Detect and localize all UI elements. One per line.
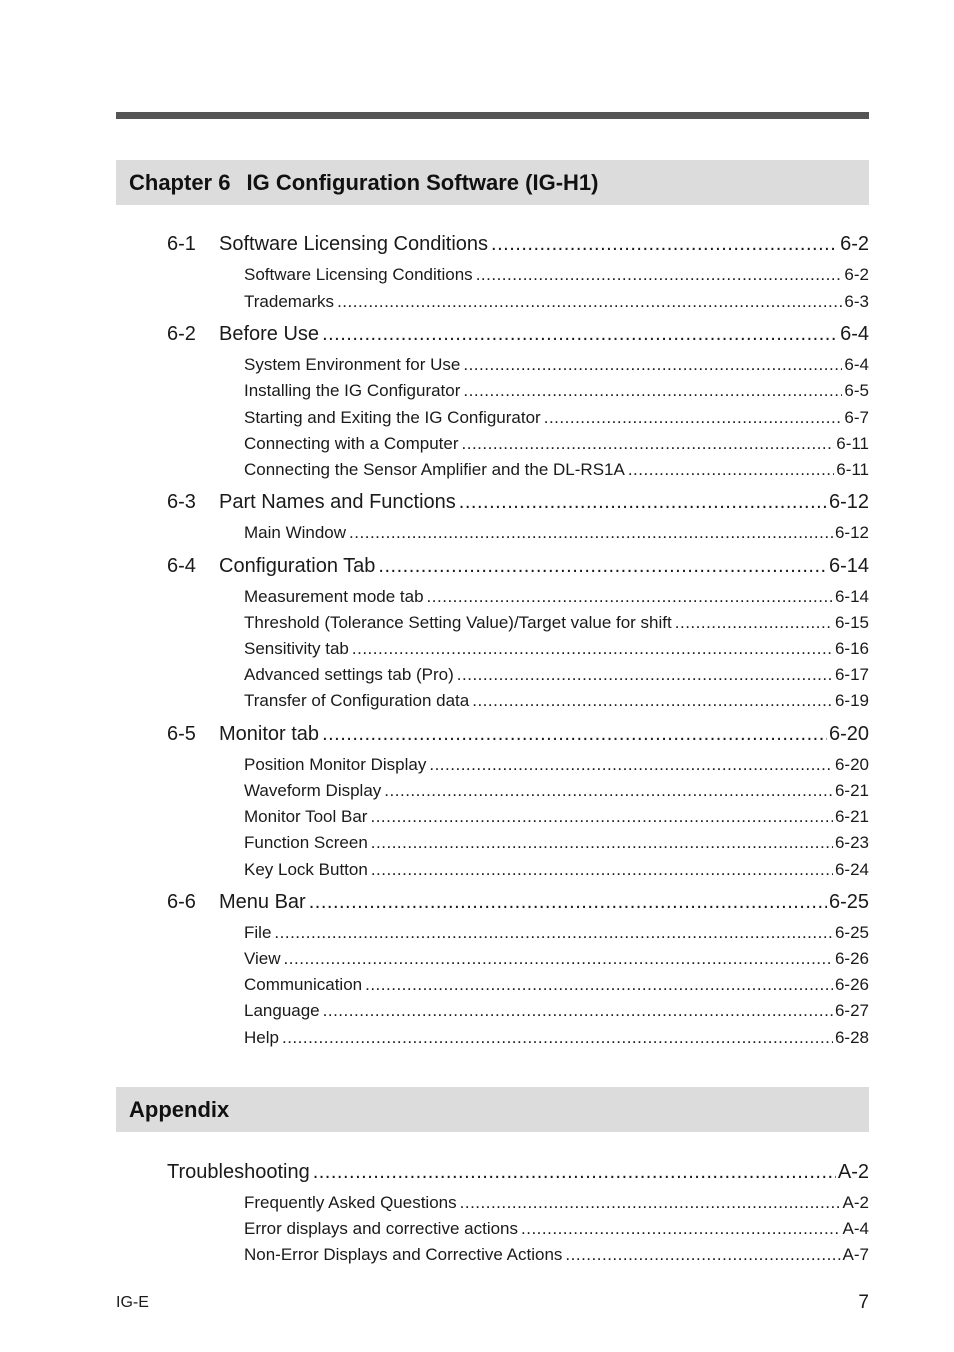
dot-leader xyxy=(459,491,827,514)
toc-item[interactable] xyxy=(244,755,869,775)
item-page: 6-5 xyxy=(844,381,869,400)
toc-section-troubleshooting[interactable] xyxy=(167,1161,869,1184)
dot-leader xyxy=(313,1161,836,1184)
chapter-number: Chapter 6 xyxy=(129,169,231,195)
section-page: 6-12 xyxy=(828,491,869,513)
dot-leader xyxy=(322,323,838,346)
section-title: Configuration Tab xyxy=(219,555,376,577)
item-page: 6-26 xyxy=(834,949,869,968)
toc-item[interactable] xyxy=(244,665,869,685)
toc-item[interactable] xyxy=(244,355,869,375)
chapter-heading xyxy=(116,160,869,205)
toc-section-6-5[interactable] xyxy=(167,723,869,746)
item-title: Function Screen xyxy=(244,833,368,852)
section-number: 6-2 xyxy=(167,323,196,345)
section-page: 6-4 xyxy=(840,323,869,345)
footer-page-number: 7 xyxy=(858,1292,869,1313)
item-title: File xyxy=(244,923,272,942)
item-title: Transfer of Configuration data xyxy=(244,691,470,710)
item-page: 6-4 xyxy=(844,355,869,374)
dot-leader xyxy=(337,292,842,312)
item-page: 6-15 xyxy=(834,613,869,632)
toc-item[interactable] xyxy=(244,949,869,969)
item-page: 6-11 xyxy=(836,460,869,479)
dot-leader xyxy=(429,755,833,775)
item-page: 6-11 xyxy=(836,434,869,453)
item-title: Error displays and corrective actions xyxy=(244,1219,519,1238)
item-page: 6-19 xyxy=(834,691,869,710)
dot-leader xyxy=(565,1245,840,1265)
item-page: 6-21 xyxy=(834,781,869,800)
section-title: Troubleshooting xyxy=(167,1161,310,1183)
toc-item[interactable] xyxy=(244,523,869,543)
appendix-title: Appendix xyxy=(129,1096,230,1122)
item-title: Key Lock Button xyxy=(244,860,368,879)
item-title: Connecting the Sensor Amplifier and the DL-RS1A xyxy=(244,460,625,479)
item-page: A-4 xyxy=(842,1219,869,1238)
toc-section-6-1[interactable] xyxy=(167,233,869,256)
toc-item[interactable] xyxy=(244,1028,869,1048)
dot-leader xyxy=(628,460,834,480)
item-title: Position Monitor Display xyxy=(244,755,427,774)
item-title: Starting and Exiting the IG Configurator xyxy=(244,408,541,427)
section-page: 6-2 xyxy=(840,233,869,255)
item-title: Advanced settings tab (Pro) xyxy=(244,665,454,684)
dot-leader xyxy=(323,1001,833,1021)
item-title: Monitor Tool Bar xyxy=(244,807,368,826)
dot-leader xyxy=(463,381,842,401)
item-page: 6-12 xyxy=(834,523,869,542)
dot-leader xyxy=(476,265,843,285)
toc-item[interactable] xyxy=(244,923,869,943)
section-title: Software Licensing Conditions xyxy=(219,233,489,255)
toc-item[interactable] xyxy=(244,691,869,711)
toc-section-6-4[interactable] xyxy=(167,555,869,578)
section-title: Before Use xyxy=(219,323,320,345)
toc-section-6-2[interactable] xyxy=(167,323,869,346)
toc-item[interactable] xyxy=(244,807,869,827)
section-number: 6-1 xyxy=(167,233,196,255)
item-title: Sensitivity tab xyxy=(244,639,349,658)
section-number: 6-6 xyxy=(167,891,196,913)
item-page: 6-27 xyxy=(834,1001,869,1020)
item-page: 6-14 xyxy=(834,587,869,606)
item-title: Help xyxy=(244,1028,279,1047)
dot-leader xyxy=(349,523,833,543)
toc-item[interactable] xyxy=(244,381,869,401)
toc-item[interactable] xyxy=(244,408,869,428)
section-title: Menu Bar xyxy=(219,891,306,913)
footer-doc-code: IG-E xyxy=(116,1294,149,1311)
dot-leader xyxy=(309,891,827,914)
toc-item[interactable] xyxy=(244,639,869,659)
item-page: 6-3 xyxy=(844,292,869,311)
dot-leader xyxy=(427,587,833,607)
toc-item[interactable] xyxy=(244,434,869,454)
dot-leader xyxy=(675,613,833,633)
dot-leader xyxy=(370,807,833,827)
section-title: Monitor tab xyxy=(219,723,320,745)
item-title: System Environment for Use xyxy=(244,355,461,374)
toc-item[interactable] xyxy=(244,265,869,285)
item-page: 6-20 xyxy=(834,755,869,774)
item-title: Installing the IG Configurator xyxy=(244,381,461,400)
item-title: Trademarks xyxy=(244,292,335,311)
dot-leader xyxy=(462,434,835,454)
dot-leader xyxy=(282,1028,833,1048)
item-title: Non-Error Displays and Corrective Actions xyxy=(244,1245,563,1264)
dot-leader xyxy=(371,860,833,880)
section-number: 6-4 xyxy=(167,555,196,577)
item-title: Communication xyxy=(244,975,363,994)
dot-leader xyxy=(463,355,842,375)
section-page: A-2 xyxy=(837,1161,869,1183)
section-page: 6-25 xyxy=(828,891,869,913)
dot-leader xyxy=(491,233,838,256)
item-title: Threshold (Tolerance Setting Value)/Target value for shift xyxy=(244,613,672,632)
item-title: Software Licensing Conditions xyxy=(244,265,473,284)
dot-leader xyxy=(457,665,833,685)
dot-leader xyxy=(521,1219,841,1239)
item-page: 6-28 xyxy=(834,1028,869,1047)
toc-item[interactable] xyxy=(244,975,869,995)
item-title: Measurement mode tab xyxy=(244,587,424,606)
toc-item[interactable] xyxy=(244,460,869,480)
dot-leader xyxy=(460,1193,841,1213)
toc-item[interactable] xyxy=(244,1245,869,1265)
item-page: 6-25 xyxy=(834,923,869,942)
item-title: Main Window xyxy=(244,523,347,542)
item-title: Connecting with a Computer xyxy=(244,434,459,453)
appendix-heading xyxy=(116,1087,869,1132)
dot-leader xyxy=(284,949,833,969)
item-page: 6-21 xyxy=(834,807,869,826)
toc-section-6-3[interactable] xyxy=(167,491,869,514)
section-number: 6-3 xyxy=(167,491,196,513)
dot-leader xyxy=(378,555,827,578)
item-page: 6-24 xyxy=(834,860,869,879)
dot-leader xyxy=(472,691,833,711)
item-page: 6-23 xyxy=(834,833,869,852)
dot-leader xyxy=(384,781,833,801)
top-rule xyxy=(116,112,869,119)
section-number: 6-5 xyxy=(167,723,196,745)
section-page: 6-20 xyxy=(828,723,869,745)
item-page: A-7 xyxy=(842,1245,869,1264)
toc-item[interactable] xyxy=(244,292,869,312)
section-title: Part Names and Functions xyxy=(219,491,456,513)
toc-item[interactable] xyxy=(244,587,869,607)
toc-item[interactable] xyxy=(244,1219,869,1239)
item-page: 6-7 xyxy=(844,408,869,427)
item-title: View xyxy=(244,949,281,968)
dot-leader xyxy=(352,639,833,659)
toc-item[interactable] xyxy=(244,833,869,853)
item-title: Waveform Display xyxy=(244,781,382,800)
toc-item[interactable] xyxy=(244,781,869,801)
dot-leader xyxy=(544,408,843,428)
chapter-title: IG Configuration Software (IG-H1) xyxy=(246,169,599,195)
toc-item[interactable] xyxy=(244,860,869,880)
dot-leader xyxy=(274,923,833,943)
toc-item[interactable] xyxy=(244,1193,869,1213)
toc-item[interactable] xyxy=(244,1001,869,1021)
item-page: A-2 xyxy=(842,1193,869,1212)
section-page: 6-14 xyxy=(828,555,869,577)
toc-section-6-6[interactable] xyxy=(167,891,869,914)
toc-item[interactable] xyxy=(244,613,869,633)
item-title: Frequently Asked Questions xyxy=(244,1193,457,1212)
dot-leader xyxy=(365,975,833,995)
dot-leader xyxy=(322,723,827,746)
item-title: Language xyxy=(244,1001,320,1020)
dot-leader xyxy=(371,833,833,853)
item-page: 6-26 xyxy=(834,975,869,994)
item-page: 6-2 xyxy=(844,265,869,284)
item-page: 6-17 xyxy=(834,665,869,684)
item-page: 6-16 xyxy=(834,639,869,658)
